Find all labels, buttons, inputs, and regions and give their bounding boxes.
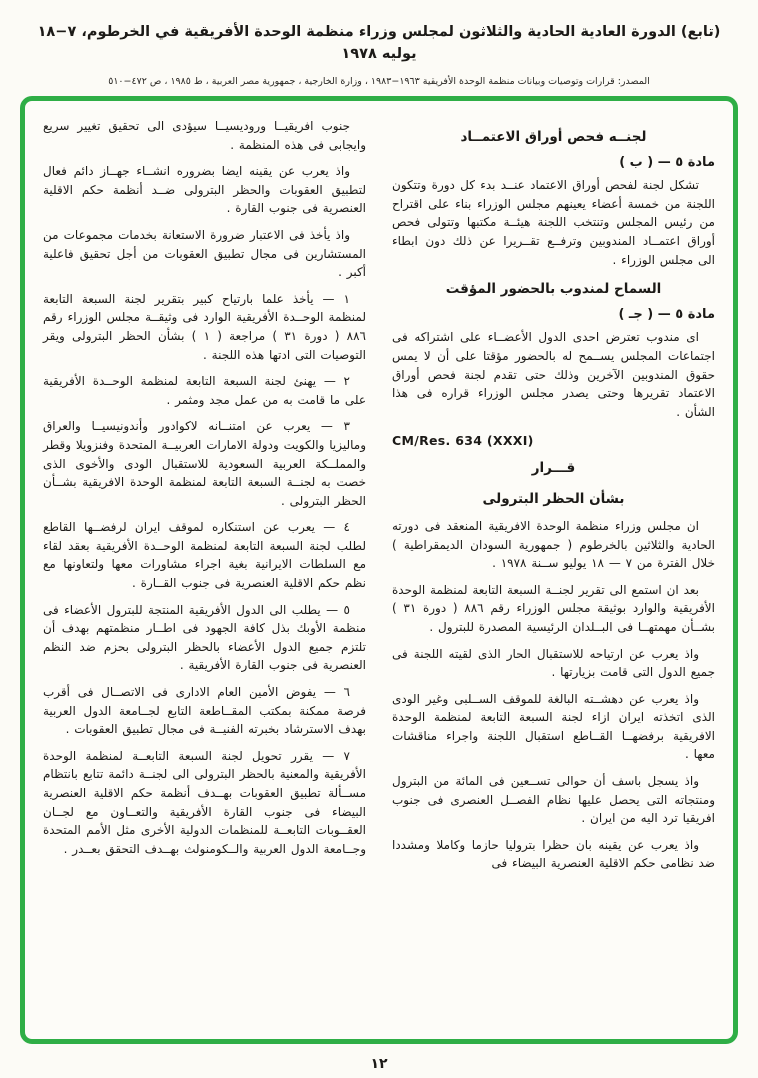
page-number: ١٢: [370, 1056, 388, 1072]
resolution-reference: CM/Res. 634 (XXXI): [392, 433, 534, 449]
paragraph: واذ يعرب عن يقينه بان حظرا بتروليا حازما وكاملا ومشددا ضد نظامى حكم الاقلية العنصرية البيضاء فى: [392, 837, 715, 871]
section-heading: السماح لمندوب بالحضور المؤقت: [445, 281, 662, 298]
paragraph: ٤ — يعرب عن استنكاره لموقف ايران لرفضــها القاطع لطلب لجنة السبعة التابعة لمنظمة الوحــدة الأفريقية بعقد لقاء مع السلطات الايرانية بغية اجراء مشاورات معها ولتعاونها مع نظم حكم الاقلية العنصرية فى جنوب القــارة .: [43, 520, 366, 591]
section-heading: لجنــه فحص أوراق الاعتمــاد: [460, 129, 647, 145]
paragraph: بعد ان استمع الى تقرير لجنــة السبعة التابعة لمنظمة الوحدة الأفريقية والوارد بوثيقة مجلس الوزراء رقم ٨٨٦ ( دورة ٣١ ) بشــأن مهمتهــا فى البــلدان الرئيسية المصدرة للبترول .: [392, 582, 715, 634]
paragraph: ٧ — يقرر تحويل لجنة السبعة التابعــة لمنظمة الوحدة الأفريقية والمعنية بالحظر البترولى الى لجنــة دائمة تتابع بانتظام مســألة تطبيق العقوبات بهــدف أنظمة حكم الاقلية العنصرية البيضاء فى جنوب القارة الأفريقية والتعــاون مع لجــان العقــوبات التابعــة للمنظمات الدولية الأخرى مثل الأمم المتحدة وجــامعة الدول العربية والــكومنولث بهــدف التحقق بعــدر .: [43, 748, 366, 856]
paragraph: جنوب افريقيــا وروديسيــا سيؤدى الى تحقيق تغيير سريع وايجابى فى هذه المنظمة .: [43, 119, 366, 152]
paragraph: واذ يعرب عن ارتياحه للاستقبال الحار الذى لقيته اللجنة فى جميع الدول التى قامت بزيارتها .: [392, 646, 715, 680]
paragraph: ١ — يأخذ علما بارتياح كبير بتقرير لجنة السبعة التابعة لمنظمة الوحــدة الأفريقية الوارد فى وثيقــة مجلس الوزراء رقم ٨٨٦ ( دورة ٣١ ) مراجعة ( ١ ) بشأن الحظر البترولى ويقر التوصيات التى ادتها هذه اللجنة .: [43, 291, 366, 362]
paragraph: واذ يعرب عن دهشــته البالغة للموقف الســلبى وغير الودى الذى اتخذته ايران ازاء لجنة السبعة التابعة لمنظمة الوحدة الافريقية برفضهــا القــاطع استقبال اللجنة واجراء مناقشات معها .: [392, 691, 715, 762]
two-column-layout: [43, 117, 715, 1029]
paragraph: ان مجلس وزراء منظمة الوحدة الافريقية المنعقد فى دورته الحادية والثلاثين بالخرطوم ( جمهورية السودان الديمقراطية ) خلال الفترة من ٧ — ١٨ يوليو ســنة ١٩٧٨ .: [392, 518, 715, 571]
paragraph: واذ يعرب عن يقينه ايضا بضروره انشــاء جهــاز دائم فعال لتطبيق العقوبات والحظر البترولى ضــد أنظمة حكم الاقلية العنصرية فى جنوب القارة .: [43, 164, 366, 216]
resolution-heading: قـــرار: [531, 460, 576, 477]
green-frame: [20, 96, 738, 1044]
paragraph: ٦ — يفوض الأمين العام الادارى فى الاتصــال فى أقرب فرصة ممكنة بمكتب المقــاطعة التابع لجــامعة الدول العربية بهدف الاسترشاد بخبرته الفنيــة فى مجال تطبيق العقوبات .: [43, 685, 366, 737]
paragraph: واذ يأخذ فى الاعتبار ضرورة الاستعانة بخدمات مجموعات من المستشارين فى مجال تطبيق العقوبات من أجل تحقيق فاعلية أكبر .: [43, 227, 366, 280]
paragraph: تشكل لجنة لفحص أوراق الاعتماد عنــد بدء كل دورة وتتكون اللجنة من خمسة أعضاء يعينهم مجلس الوزراء بناء على اقتراح من رئيس المجلس وتنتخب اللجنة هيئــة مكتبها وتتولى فحص أوراق اعتمــاد المندوبين وترفــع تقــريرا عن ذلك دون ابطاء الى مجلس الوزراء .: [392, 178, 715, 267]
header-title: (تابع) الدورة العادية الحادية والثلاثون لمجلس وزراء منظمة الوحدة الأفريقية في الخرطوم، ٧−١٨ يوليه ١٩٧٨: [37, 24, 721, 62]
header-source-line: المصدر: قرارات وتوصيات وبيانات منظمة الوحدة الأفريقية ١٩٦٣−١٩٨٣ ، وزارة الخارجية ، جمهورية مصر العربية ، ط ١٩٨٥ ، ص ٤٧٢−٥١٠: [108, 75, 650, 87]
article-heading: مادة ٥ — ( ب ): [619, 155, 715, 171]
paragraph: ٣ — يعرب عن امتنــانه لاكوادور وأندونيسيــا والعراق وماليزيا والكويت ودولة الامارات العربيــة المتحدة وفنزويلا وقطر والمملــكة العربية السعودية للاستقبال الودى والأخوى الذى خصت به لجنــة السبعة التابعة لمنظمة الوحدة الافريقية بشــأن الحظر البترولى .: [43, 419, 366, 508]
paragraph: واذ يسجل باسف أن حوالى تســعين فى المائة من البترول ومنتجاته التى يحصل عليها نظام الفصــل العنصرى فى جنوب افريقيا ترد اليه من ايران .: [392, 774, 715, 826]
article-heading: مادة ٥ — ( جـ ): [618, 307, 715, 323]
paragraph: اى مندوب تعترض احدى الدول الأعضــاء على اشتراكه فى اجتماعات المجلس يســمح له بالحضور مؤقتا على أن لا يمس حقوق المندوبين الآخرين وذلك حتى تقدم لجنة فحص أوراق الاعتماد تقريرها وحتى يصدر مجلس الوزراء قراره فى هذا الشأن .: [392, 330, 715, 419]
paragraph: ٢ — يهنئ لجنة السبعة التابعة لمنظمة الوحــدة الأفريقية على ما قامت به من عمل مجد ومثمر .: [43, 374, 366, 407]
column-left: [43, 117, 366, 1029]
document-header: [0, 0, 758, 87]
paragraph: ٥ — يطلب الى الدول الأفريقية المنتجة للبترول الأعضاء فى منظمة الأوبك بذل كافة الجهود فى اطــار منظمتهم بهدف أن تلتزم جميع الدول الأعضاء بالحظر البترولى بحزم ضد النظم العنصرية فى جنوب القارة الأفريقية .: [43, 602, 366, 673]
column-right: [392, 117, 715, 1029]
resolution-subheading: بشأن الحظر البترولى: [482, 490, 625, 507]
